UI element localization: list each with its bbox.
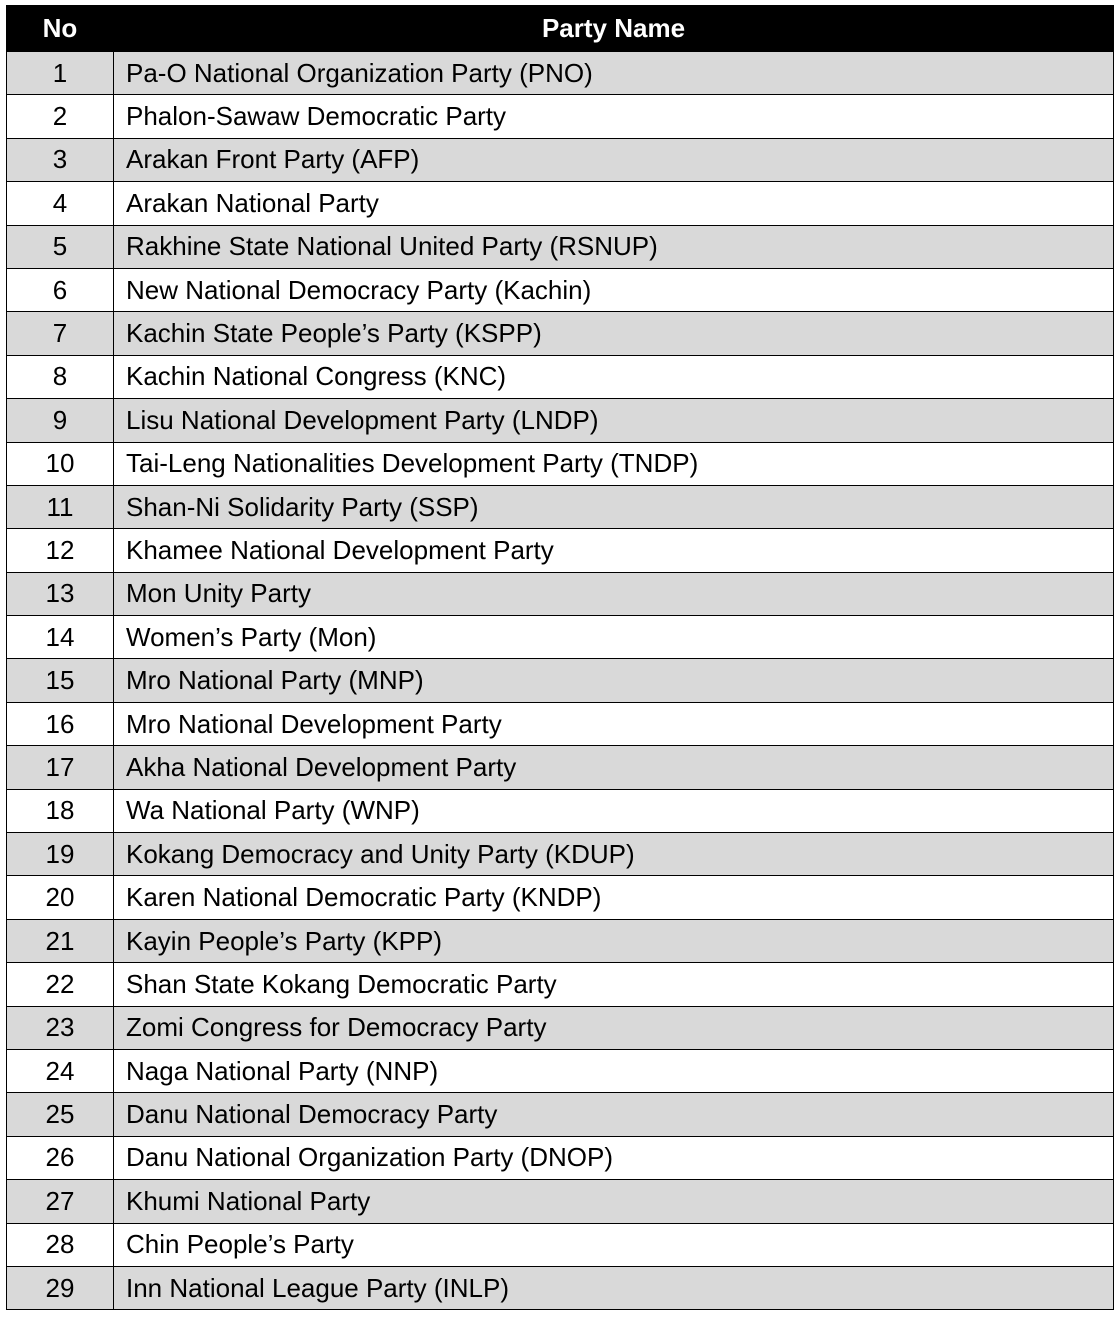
row-number: 23	[7, 1006, 114, 1049]
party-name-cell: Phalon-Sawaw Democratic Party	[114, 95, 1114, 138]
row-number: 25	[7, 1093, 114, 1136]
header-row	[7, 6, 1114, 52]
party-name-cell: Lisu National Development Party (LNDP)	[114, 399, 1114, 442]
table-row	[7, 95, 1114, 138]
row-number: 15	[7, 659, 114, 702]
table-row	[7, 789, 1114, 832]
table-row	[7, 833, 1114, 876]
table-row	[7, 225, 1114, 268]
row-number: 19	[7, 833, 114, 876]
party-name-cell: Shan State Kokang Democratic Party	[114, 963, 1114, 1006]
table-row	[7, 1180, 1114, 1223]
table-row	[7, 399, 1114, 442]
party-name-cell: Karen National Democratic Party (KNDP)	[114, 876, 1114, 919]
party-name-cell: Pa-O National Organization Party (PNO)	[114, 52, 1114, 95]
party-name-cell: Akha National Development Party	[114, 746, 1114, 789]
table-row	[7, 355, 1114, 398]
table-row	[7, 616, 1114, 659]
row-number: 8	[7, 355, 114, 398]
row-number: 11	[7, 485, 114, 528]
party-name-cell: New National Democracy Party (Kachin)	[114, 268, 1114, 311]
row-number: 7	[7, 312, 114, 355]
party-name-cell: Kachin State People’s Party (KSPP)	[114, 312, 1114, 355]
table-row	[7, 746, 1114, 789]
party-name-cell: Kokang Democracy and Unity Party (KDUP)	[114, 833, 1114, 876]
row-number: 9	[7, 399, 114, 442]
table-row	[7, 1093, 1114, 1136]
party-name-cell: Kachin National Congress (KNC)	[114, 355, 1114, 398]
header-no: No	[7, 6, 114, 52]
table-row	[7, 268, 1114, 311]
row-number: 1	[7, 52, 114, 95]
party-name-cell: Zomi Congress for Democracy Party	[114, 1006, 1114, 1049]
party-name-cell: Mon Unity Party	[114, 572, 1114, 615]
row-number: 27	[7, 1180, 114, 1223]
party-name-cell: Kayin People’s Party (KPP)	[114, 919, 1114, 962]
table-row	[7, 442, 1114, 485]
row-number: 28	[7, 1223, 114, 1266]
party-name-cell: Khamee National Development Party	[114, 529, 1114, 572]
party-name-cell: Inn National League Party (INLP)	[114, 1266, 1114, 1309]
party-name-cell: Khumi National Party	[114, 1180, 1114, 1223]
table-row	[7, 572, 1114, 615]
row-number: 20	[7, 876, 114, 919]
row-number: 10	[7, 442, 114, 485]
row-number: 13	[7, 572, 114, 615]
table-row	[7, 1006, 1114, 1049]
table-row	[7, 919, 1114, 962]
party-name-cell: Shan-Ni Solidarity Party (SSP)	[114, 485, 1114, 528]
table-row	[7, 52, 1114, 95]
row-number: 6	[7, 268, 114, 311]
party-name-cell: Arakan National Party	[114, 182, 1114, 225]
table-row	[7, 659, 1114, 702]
table-row	[7, 182, 1114, 225]
table-row	[7, 485, 1114, 528]
party-name-cell: Danu National Organization Party (DNOP)	[114, 1136, 1114, 1179]
party-name-cell: Chin People’s Party	[114, 1223, 1114, 1266]
party-name-cell: Mro National Party (MNP)	[114, 659, 1114, 702]
row-number: 26	[7, 1136, 114, 1179]
row-number: 3	[7, 138, 114, 181]
table-row	[7, 963, 1114, 1006]
row-number: 18	[7, 789, 114, 832]
row-number: 17	[7, 746, 114, 789]
row-number: 5	[7, 225, 114, 268]
row-number: 16	[7, 702, 114, 745]
row-number: 14	[7, 616, 114, 659]
party-name-cell: Women’s Party (Mon)	[114, 616, 1114, 659]
table-body	[7, 52, 1114, 1310]
party-name-cell: Naga National Party (NNP)	[114, 1049, 1114, 1092]
table-row	[7, 529, 1114, 572]
row-number: 24	[7, 1049, 114, 1092]
party-name-cell: Rakhine State National United Party (RSNUP)	[114, 225, 1114, 268]
table-row	[7, 1136, 1114, 1179]
party-name-cell: Mro National Development Party	[114, 702, 1114, 745]
table-row	[7, 312, 1114, 355]
row-number: 21	[7, 919, 114, 962]
table-row	[7, 1223, 1114, 1266]
row-number: 22	[7, 963, 114, 1006]
table-row	[7, 1266, 1114, 1309]
table-row	[7, 876, 1114, 919]
table-row	[7, 138, 1114, 181]
table-row	[7, 1049, 1114, 1092]
row-number: 12	[7, 529, 114, 572]
party-name-cell: Danu National Democracy Party	[114, 1093, 1114, 1136]
party-table	[6, 5, 1114, 1310]
party-name-cell: Tai-Leng Nationalities Development Party (TNDP)	[114, 442, 1114, 485]
party-name-cell: Wa National Party (WNP)	[114, 789, 1114, 832]
row-number: 29	[7, 1266, 114, 1309]
header-party-name: Party Name	[114, 6, 1114, 52]
table-header	[7, 6, 1114, 52]
row-number: 4	[7, 182, 114, 225]
party-name-cell: Arakan Front Party (AFP)	[114, 138, 1114, 181]
row-number: 2	[7, 95, 114, 138]
table-row	[7, 702, 1114, 745]
